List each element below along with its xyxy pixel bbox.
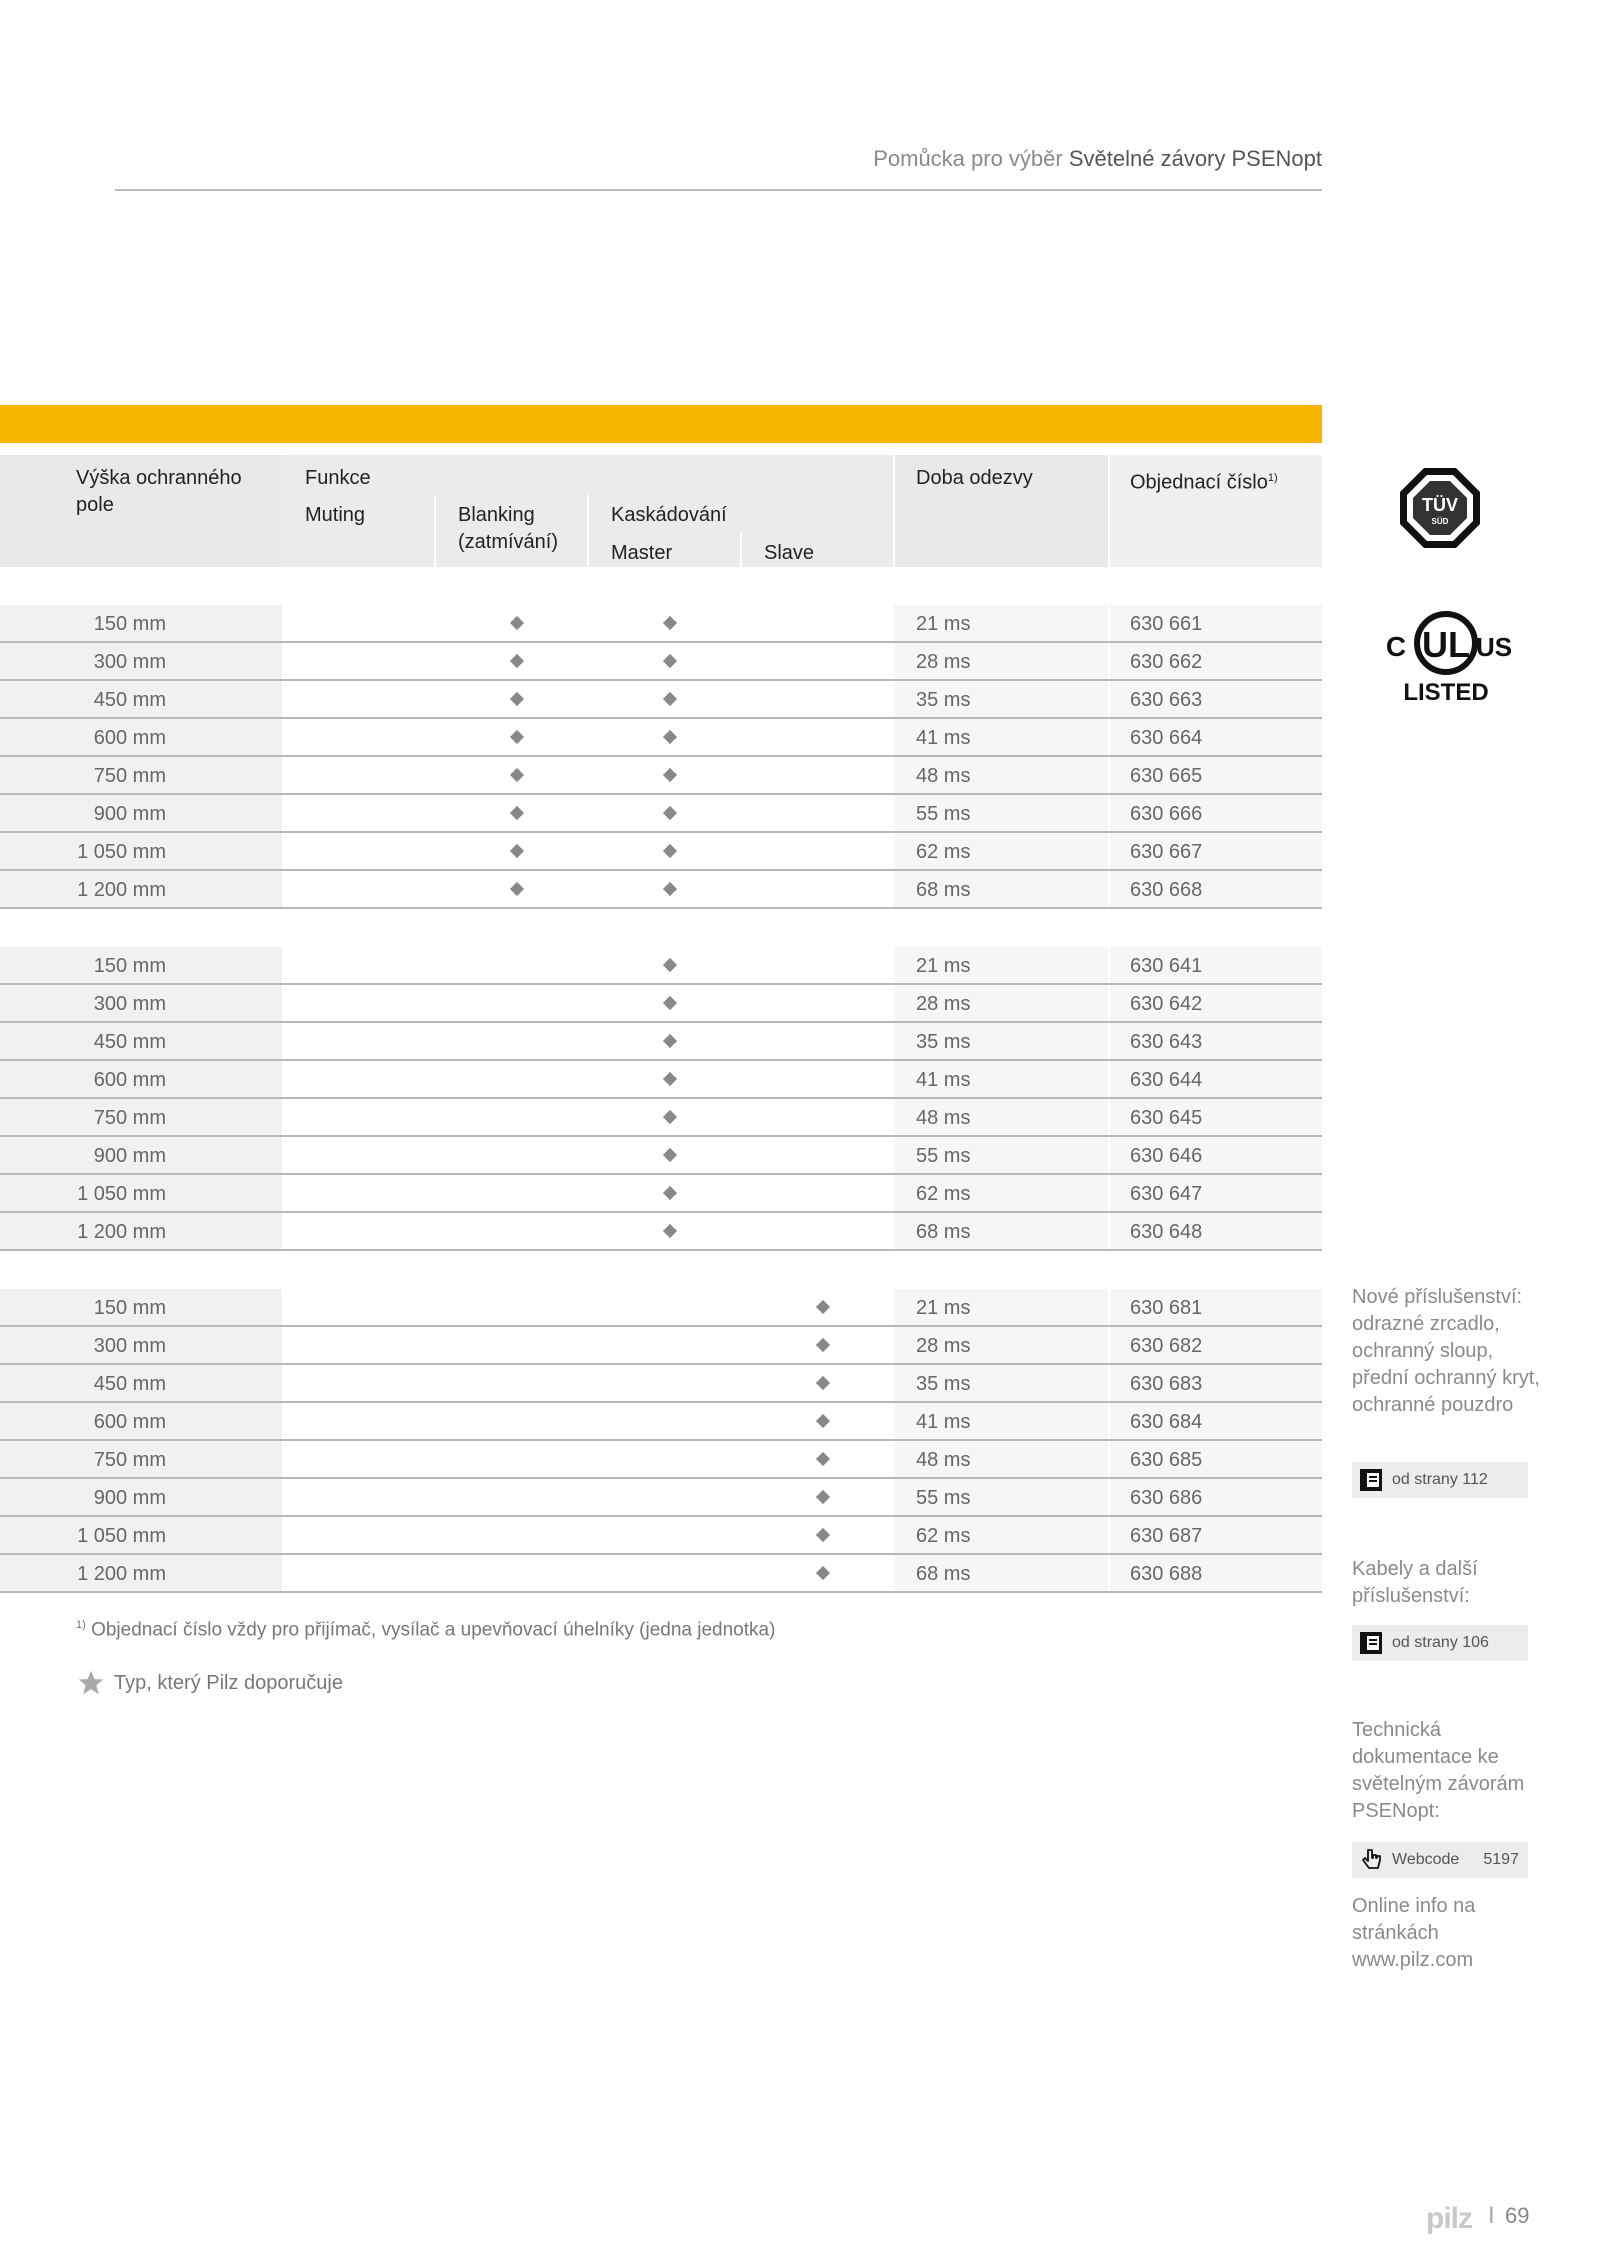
ul-mark-text: UL — [1422, 624, 1470, 665]
cell-response: 41 ms — [916, 727, 971, 749]
cell-order-number: 630 668 — [1130, 879, 1203, 901]
table-row — [0, 795, 1322, 833]
slave-marker-icon — [816, 1338, 830, 1352]
cell-height: 600 mm — [93, 727, 166, 749]
table-row — [0, 1479, 1322, 1517]
cell-height: 150 mm — [93, 955, 166, 977]
cell-height: 750 mm — [93, 1449, 166, 1471]
cell-height: 300 mm — [93, 651, 166, 673]
cell-order-number: 630 684 — [1130, 1411, 1203, 1433]
ul-listed-icon — [1382, 596, 1514, 706]
legend-recommended — [76, 1669, 343, 1697]
row-group — [0, 947, 1322, 1251]
cell-order-number: 630 685 — [1130, 1449, 1203, 1471]
table-row — [0, 1517, 1322, 1555]
table-row — [0, 947, 1322, 985]
master-marker-icon — [663, 806, 677, 820]
webcode-label: Webcode — [1392, 1851, 1460, 1868]
blanking-marker-icon — [510, 844, 524, 858]
master-marker-icon — [663, 1034, 677, 1048]
table-row — [0, 643, 1322, 681]
master-marker-icon — [663, 958, 677, 972]
table-row — [0, 833, 1322, 871]
footnote-marker: 1) — [76, 1619, 86, 1631]
cell-response: 48 ms — [916, 765, 971, 787]
legend-text: Typ, který Pilz doporučuje — [114, 1671, 343, 1694]
star-icon — [76, 1669, 106, 1697]
cell-order-number: 630 648 — [1130, 1221, 1203, 1243]
cell-height: 300 mm — [93, 993, 166, 1015]
group-gap — [0, 1251, 1322, 1289]
table-row — [0, 1023, 1322, 1061]
master-marker-icon — [663, 1072, 677, 1086]
header-prefix: Pomůcka pro výběr — [873, 146, 1063, 171]
cell-response: 35 ms — [916, 1031, 971, 1053]
cell-height: 600 mm — [93, 1411, 166, 1433]
cell-order-number: 630 667 — [1130, 841, 1203, 863]
sidebar-accessories-text: Nové příslušenství: odrazné zrcadlo, ochranný sloup, přední ochranný kryt, ochranné pouzdro — [1352, 1286, 1540, 1416]
cell-response: 55 ms — [916, 803, 971, 825]
table-row — [0, 1327, 1322, 1365]
cell-height: 450 mm — [93, 1031, 166, 1053]
cell-response: 62 ms — [916, 841, 971, 863]
cell-height: 900 mm — [93, 1145, 166, 1167]
master-marker-icon — [663, 692, 677, 706]
pilz-logo: pilz — [1426, 2202, 1472, 2235]
product-table — [0, 455, 1322, 1593]
group-gap — [0, 909, 1322, 947]
master-marker-icon — [663, 1224, 677, 1238]
cell-height: 450 mm — [93, 689, 166, 711]
master-marker-icon — [663, 1110, 677, 1124]
tuv-sud-certification-icon — [1398, 466, 1482, 550]
slave-marker-icon — [816, 1376, 830, 1390]
cell-order-number: 630 665 — [1130, 765, 1203, 787]
table-row — [0, 1061, 1322, 1099]
table-row — [0, 1099, 1322, 1137]
cell-height: 1 200 mm — [77, 1221, 166, 1243]
table-row — [0, 985, 1322, 1023]
cell-order-number: 630 662 — [1130, 651, 1203, 673]
master-marker-icon — [663, 996, 677, 1010]
cell-height: 150 mm — [93, 1297, 166, 1319]
ul-us-text: US — [1475, 632, 1513, 662]
cell-response: 21 ms — [916, 1297, 971, 1319]
blanking-marker-icon — [510, 768, 524, 782]
header-rule — [115, 189, 1322, 191]
cell-response: 48 ms — [916, 1107, 971, 1129]
master-marker-icon — [663, 882, 677, 896]
cell-order-number: 630 687 — [1130, 1525, 1203, 1547]
table-row — [0, 1555, 1322, 1593]
cell-response: 35 ms — [916, 689, 971, 711]
table-header — [0, 455, 1322, 567]
cell-height: 1 200 mm — [77, 879, 166, 901]
pointing-hand-icon — [1358, 1847, 1384, 1873]
cell-order-number: 630 646 — [1130, 1145, 1203, 1167]
slave-marker-icon — [816, 1452, 830, 1466]
cell-order-number: 630 642 — [1130, 993, 1203, 1015]
col-height-header: Výška ochranného pole — [76, 467, 242, 516]
page-number: 69 — [1505, 2203, 1530, 2228]
master-marker-icon — [663, 768, 677, 782]
accessories-ref-text: od strany 112 — [1392, 1471, 1488, 1488]
cell-response: 68 ms — [916, 1563, 971, 1585]
table-row — [0, 1137, 1322, 1175]
cell-response: 21 ms — [916, 613, 971, 635]
master-marker-icon — [663, 1186, 677, 1200]
blanking-marker-icon — [510, 730, 524, 744]
blanking-marker-icon — [510, 616, 524, 630]
cell-response: 68 ms — [916, 1221, 971, 1243]
col-master-header: Master — [611, 542, 673, 564]
slave-marker-icon — [816, 1490, 830, 1504]
table-row — [0, 681, 1322, 719]
cell-order-number: 630 645 — [1130, 1107, 1203, 1129]
col-response-header: Doba odezvy — [916, 467, 1033, 489]
sidebar-online-text: Online info na stránkách www.pilz.com — [1352, 1895, 1476, 1971]
blanking-marker-icon — [510, 882, 524, 896]
cell-order-number: 630 681 — [1130, 1297, 1203, 1319]
page-header — [873, 146, 1322, 172]
cell-order-number: 630 666 — [1130, 803, 1203, 825]
col-slave-header: Slave — [764, 542, 815, 564]
cell-height: 600 mm — [93, 1069, 166, 1091]
cell-response: 28 ms — [916, 1335, 971, 1357]
cell-response: 55 ms — [916, 1145, 971, 1167]
table-row — [0, 1289, 1322, 1327]
cell-height: 300 mm — [93, 1335, 166, 1357]
master-marker-icon — [663, 730, 677, 744]
col-cascading-header: Kaskádování — [611, 504, 727, 526]
webcode-ref[interactable] — [1352, 1842, 1528, 1878]
cell-response: 21 ms — [916, 955, 971, 977]
sidebar-docs-text: Technická dokumentace ke světelným závorám PSENopt: — [1352, 1719, 1525, 1822]
cell-order-number: 630 641 — [1130, 955, 1203, 977]
cell-response: 62 ms — [916, 1183, 971, 1205]
accessories-page-ref[interactable] — [1352, 1462, 1528, 1498]
table-row — [0, 1441, 1322, 1479]
master-marker-icon — [663, 654, 677, 668]
blanking-marker-icon — [510, 654, 524, 668]
cell-height: 1 050 mm — [77, 1525, 166, 1547]
slave-marker-icon — [816, 1528, 830, 1542]
col-blanking-header: Blanking (zatmívání) — [458, 504, 559, 553]
table-row — [0, 1365, 1322, 1403]
cell-order-number: 630 663 — [1130, 689, 1203, 711]
row-group — [0, 1289, 1322, 1593]
cables-page-ref[interactable] — [1352, 1625, 1528, 1661]
master-marker-icon — [663, 616, 677, 630]
cell-order-number: 630 661 — [1130, 613, 1203, 635]
blanking-marker-icon — [510, 692, 524, 706]
table-row — [0, 1213, 1322, 1251]
slave-marker-icon — [816, 1414, 830, 1428]
table-row — [0, 757, 1322, 795]
table-row — [0, 1175, 1322, 1213]
cell-height: 750 mm — [93, 1107, 166, 1129]
page-separator: I — [1488, 2202, 1495, 2229]
cell-order-number: 630 686 — [1130, 1487, 1203, 1509]
cell-response: 68 ms — [916, 879, 971, 901]
footnote-text: Objednací číslo vždy pro přijímač, vysílač a upevňovací úhelníky (jedna jednotka) — [91, 1619, 776, 1641]
catalog-icon — [1358, 1467, 1384, 1493]
sidebar-cables-text: Kabely a další příslušenství: — [1352, 1558, 1478, 1607]
cell-response: 28 ms — [916, 651, 971, 673]
table-body — [0, 567, 1322, 1593]
cell-order-number: 630 664 — [1130, 727, 1203, 749]
cell-height: 150 mm — [93, 613, 166, 635]
accent-band — [0, 405, 1322, 443]
col-function-header: Funkce — [305, 467, 371, 489]
col-order-footnote-mark: 1) — [1267, 472, 1278, 484]
cell-height: 1 200 mm — [77, 1563, 166, 1585]
cell-order-number: 630 688 — [1130, 1563, 1203, 1585]
table-row — [0, 871, 1322, 909]
table-row — [0, 1403, 1322, 1441]
cell-order-number: 630 647 — [1130, 1183, 1203, 1205]
col-order-header — [1130, 465, 1278, 497]
cell-height: 1 050 mm — [77, 841, 166, 863]
blanking-marker-icon — [510, 806, 524, 820]
cell-order-number: 630 683 — [1130, 1373, 1203, 1395]
cell-response: 35 ms — [916, 1373, 971, 1395]
tuv-text: TÜV — [1422, 495, 1458, 515]
cell-response: 48 ms — [916, 1449, 971, 1471]
cables-ref-text: od strany 106 — [1392, 1634, 1489, 1651]
master-marker-icon — [663, 844, 677, 858]
cell-order-number: 630 644 — [1130, 1069, 1203, 1091]
cell-response: 41 ms — [916, 1411, 971, 1433]
cell-response: 28 ms — [916, 993, 971, 1015]
group-gap — [0, 567, 1322, 605]
table-row — [0, 719, 1322, 757]
table-row — [0, 605, 1322, 643]
tuv-sub-text: SÜD — [1431, 517, 1449, 526]
cell-order-number: 630 643 — [1130, 1031, 1203, 1053]
cell-height: 1 050 mm — [77, 1183, 166, 1205]
cell-height: 750 mm — [93, 765, 166, 787]
cell-height: 900 mm — [93, 1487, 166, 1509]
webcode-value: 5197 — [1483, 1851, 1519, 1868]
cell-order-number: 630 682 — [1130, 1335, 1203, 1357]
col-order-label: Objednací číslo — [1130, 471, 1268, 494]
cell-height: 900 mm — [93, 803, 166, 825]
cell-response: 41 ms — [916, 1069, 971, 1091]
cell-response: 62 ms — [916, 1525, 971, 1547]
ul-listed-text: LISTED — [1403, 679, 1489, 706]
footnote — [76, 1619, 775, 1641]
ul-c-text: C — [1385, 631, 1407, 662]
header-title: Světelné závory PSENopt — [1068, 146, 1322, 171]
col-muting-header: Muting — [305, 504, 366, 526]
slave-marker-icon — [816, 1566, 830, 1580]
catalog-icon — [1358, 1630, 1384, 1656]
row-group — [0, 605, 1322, 909]
slave-marker-icon — [816, 1300, 830, 1314]
cell-response: 55 ms — [916, 1487, 971, 1509]
master-marker-icon — [663, 1148, 677, 1162]
cell-height: 450 mm — [93, 1373, 166, 1395]
